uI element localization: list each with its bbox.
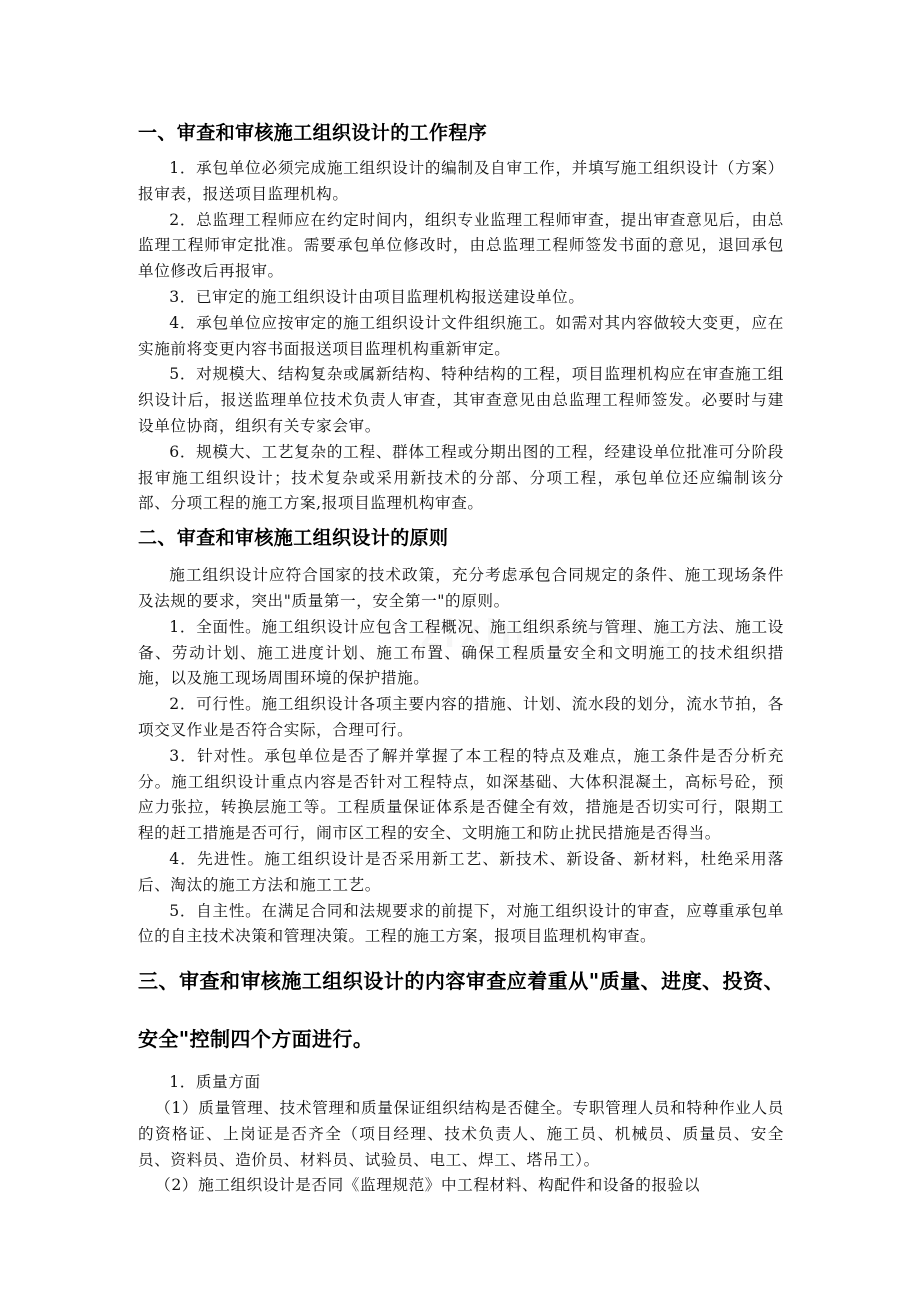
document-page [138, 118, 784, 1199]
section-2-paragraph-5: 5．自主性。在满足合同和法规要求的前提下，对施工组织设计的审查，应尊重承包单位的自主技术决策和管理决策。工程的施工方案，报项目监理机构审查。 [138, 901, 784, 946]
section-1-paragraph-4: 4．承包单位应按审定的施工组织设计文件组织施工。如需对其内容做较大变更，应在实施前将变更内容书面报送项目监理机构重新审定。 [138, 313, 784, 358]
section-1-heading: 一、审查和审核施工组织设计的工作程序 [138, 122, 488, 144]
section-2-intro: 施工组织设计应符合国家的技术政策，充分考虑承包合同规定的条件、施工现场条件及法规的要求，突出"质量第一，安全第一"的原则。 [138, 566, 784, 610]
section-1-paragraph-2: 2．总监理工程师应在约定时间内，组织专业监理工程师审查，提出审查意见后，由总监理工程师审定批准。需要承包单位修改时，由总监理工程师签发书面的意见，退回承包单位修改后再报审。 [138, 210, 784, 281]
section-2-paragraph-4: 4．先进性。施工组织设计是否采用新工艺、新技术、新设备、新材料，杜绝采用落后、淘汰的施工方法和施工工艺。 [138, 849, 784, 894]
section-3-item-2: （2）施工组织设计是否同《监理规范》中工程材料、构配件和设备的报验以 [155, 1176, 701, 1195]
section-2-paragraph-3: 3．针对性。承包单位是否了解并掌握了本工程的特点及难点，施工条件是否分析充分。施工组织设计重点内容是否针对工程特点，如深基础、大体积混凝土，高标号砼，预应力张拉，转换层施工等。工程质量保证体系是否健全有效，措施是否切实可行，限期工程的赶工措施是否可行，闹市区工程的安全、文明施工和防止扰民措施是否得当。 [138, 746, 784, 843]
section-2-paragraph-1: 1．全面性。施工组织设计应包含工程概况、施工组织系统与管理、施工方法、施工设备、劳动计划、施工进度计划、施工布置、确保工程质量安全和文明施工的技术组织措施，以及施工现场周围环境的保护措施。 [138, 617, 784, 688]
section-1-paragraph-1: 1．承包单位必须完成施工组织设计的编制及自审工作，并填写施工组织设计（方案）报审表，报送项目监理机构。 [138, 159, 784, 203]
section-3-subheading-quality: 1．质量方面 [169, 1073, 261, 1092]
section-3-heading: 三、审查和审核施工组织设计的内容审查应着重从"质量、进度、投资、安全"控制四个方面进行。 [138, 969, 784, 1052]
section-1-paragraph-5: 5．对规模大、结构复杂或属新结构、特种结构的工程，项目监理机构应在审查施工组织设计后，报送监理单位技术负责人审查，其审查意见由总监理工程师签发。必要时与建设单位协商，组织有关专家会审。 [138, 365, 784, 435]
section-2-paragraph-2: 2．可行性。施工组织设计各项主要内容的措施、计划、流水段的划分，流水节拍，各项交叉作业是否符合实际，合理可行。 [138, 695, 784, 739]
section-2-heading: 二、审查和审核施工组织设计的原则 [138, 527, 449, 550]
section-1-paragraph-6: 6．规模大、工艺复杂的工程、群体工程或分期出图的工程，经建设单位批准可分阶段报审施工组织设计；技术复杂或采用新技术的分部、分项工程，承包单位还应编制该分部、分项工程的施工方案,报项目监理机构审查。 [138, 442, 784, 513]
section-1-paragraph-3: 3．已审定的施工组织设计由项目监理机构报送建设单位。 [169, 287, 585, 306]
section-3-item-1: （1）质量管理、技术管理和质量保证组织结构是否健全。专职管理人员和特种作业人员的资格证、上岗证是否齐全（项目经理、技术负责人、施工员、机械员、质量员、安全员、资料员、造价员、材料员、试验员、电工、焊工、塔吊工）。 [138, 1098, 784, 1169]
